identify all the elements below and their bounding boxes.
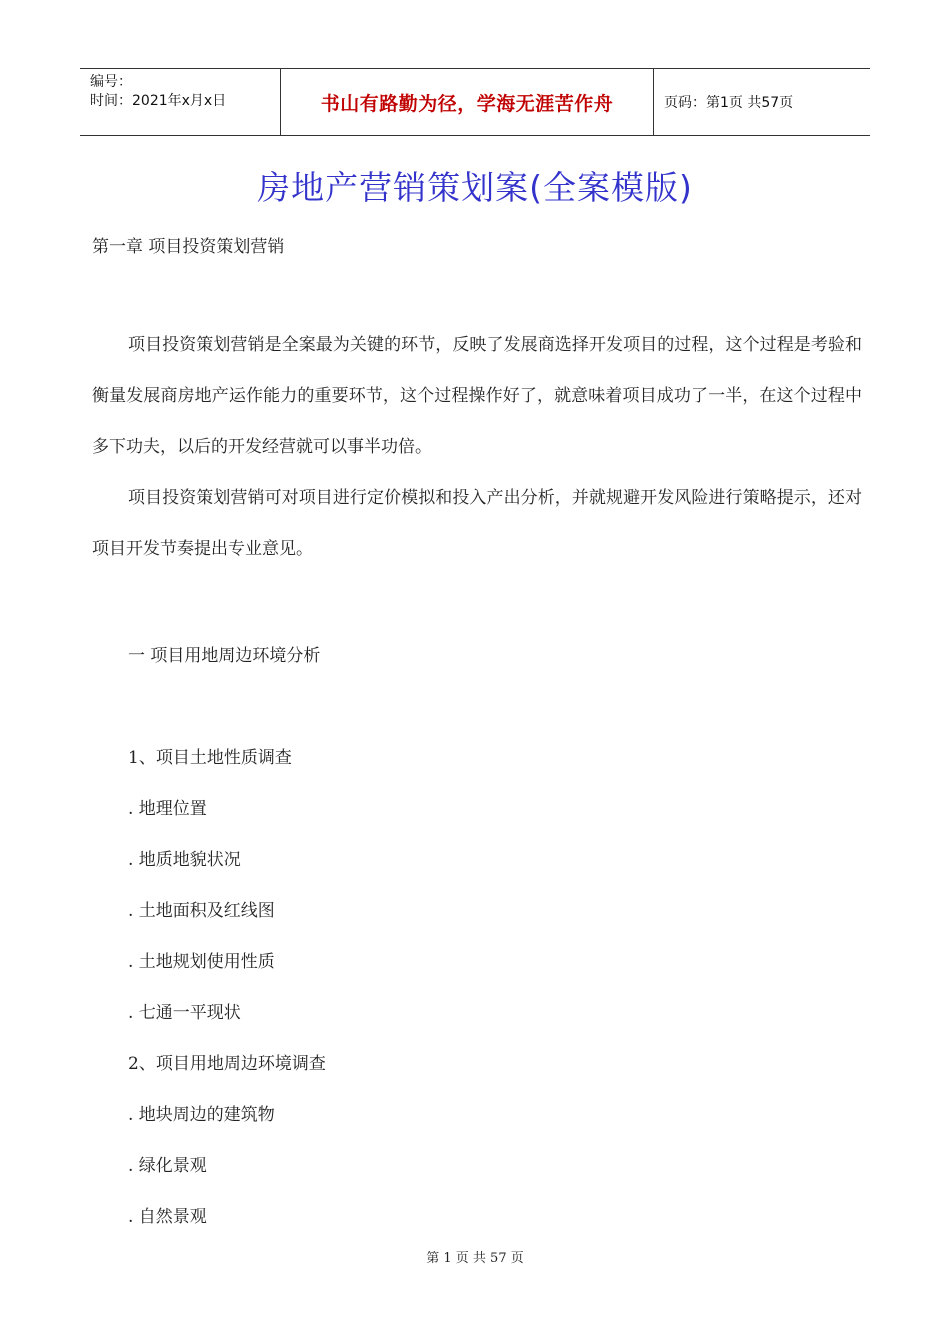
page-info-cell xyxy=(654,69,870,135)
list-item: . 土地面积及红线图 xyxy=(128,901,275,921)
date-label: 时间：2021年x月x日 xyxy=(90,93,227,109)
list-item: . 地理位置 xyxy=(128,799,207,819)
section-heading: 一 项目用地周边环境分析 xyxy=(128,646,321,666)
page-footer: 第 1 页 共 57 页 xyxy=(426,1251,524,1266)
paragraph-1: 项目投资策划营销是全案最为关键的环节，反映了发展商选择开发项目的过程，这个过程是考验和衡量发展商房地产运作能力的重要环节，这个过程操作好了，就意味着项目成功了一半，在这个过程中多下功夫，以后的开发经营就可以事半功倍。 xyxy=(92,335,862,457)
list-item: . 绿化景观 xyxy=(128,1156,207,1176)
chapter-heading: 第一章 项目投资策划营销 xyxy=(92,237,285,257)
list-item: . 土地规划使用性质 xyxy=(128,952,275,972)
list-item: . 地质地貌状况 xyxy=(128,850,241,870)
motto-text: 书山有路勤为径，学海无涯苦作舟 xyxy=(320,92,614,115)
document-title: 房地产营销策划案(全案模版) xyxy=(257,168,693,207)
list-item: . 自然景观 xyxy=(128,1207,207,1227)
header-meta-cell xyxy=(80,69,281,135)
page-info-text: 页码：第1页 共57页 xyxy=(664,95,794,111)
paragraph-2: 项目投资策划营销可对项目进行定价模拟和投入产出分析，并就规避开发风险进行策略提示，还对项目开发节奏提出专业意见。 xyxy=(92,488,862,559)
list-item: . 七通一平现状 xyxy=(128,1003,241,1023)
list-item: 2、项目用地周边环境调查 xyxy=(128,1054,326,1074)
list-item: . 地块周边的建筑物 xyxy=(128,1105,275,1125)
list-item: 1、项目土地性质调查 xyxy=(128,748,292,768)
header-table xyxy=(80,68,870,136)
number-label: 编号： xyxy=(90,74,132,90)
motto-cell xyxy=(281,69,654,135)
